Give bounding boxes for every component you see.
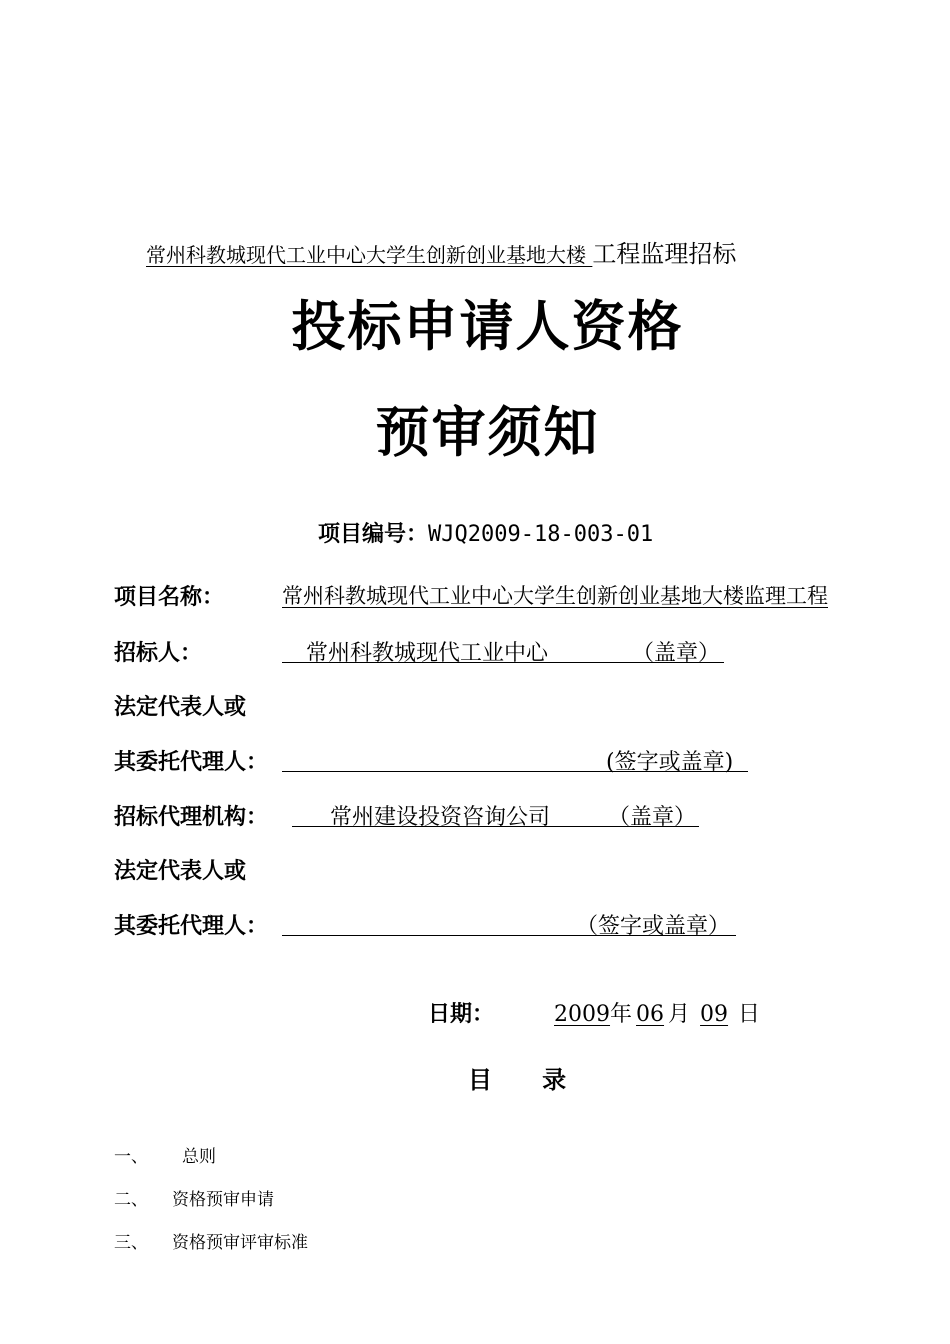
date-year: 2009	[554, 1002, 611, 1027]
date-label: 日期：	[428, 1001, 495, 1027]
date-year-unit: 年	[610, 1002, 633, 1027]
agency-seal: （盖章）	[608, 805, 697, 830]
toc-item-text: 资格预审评审标准	[172, 1233, 308, 1253]
project-number-value: WJQ2009-18-003-01	[428, 522, 654, 547]
legal-rep-1-line1: 法定代表人或	[114, 694, 247, 720]
toc-item[interactable]	[114, 1185, 274, 1210]
project-number-label: 项目编号：	[318, 521, 429, 547]
toc-item-text: 总则	[182, 1147, 216, 1167]
tenderer-label: 招标人：	[114, 640, 203, 666]
tenderer-value: 常州科教城现代工业中心	[306, 641, 549, 666]
main-title-line2: 预审须知	[375, 400, 600, 464]
toc-item-number: 二、	[114, 1190, 148, 1210]
project-name-label: 项目名称：	[114, 584, 225, 610]
date-line	[428, 997, 760, 1028]
main-title-line1: 投标申请人资格	[291, 294, 684, 358]
header-suffix: 工程监理招标	[592, 240, 737, 268]
toc-item-text: 资格预审申请	[172, 1190, 274, 1210]
date-month-unit: 月	[668, 1002, 691, 1027]
date-day-unit: 日	[738, 1002, 761, 1027]
date-month: 06	[636, 1002, 665, 1027]
project-name-value: 常州科教城现代工业中心大学生创新创业基地大楼监理工程	[282, 584, 828, 608]
toc-item-number: 一、	[114, 1147, 148, 1167]
doc-header	[146, 234, 736, 269]
date-day: 09	[700, 1002, 729, 1027]
toc-item-number: 三、	[114, 1233, 148, 1253]
legal-rep-1-line2: 其委托代理人：	[114, 749, 269, 775]
agency-value: 常州建设投资咨询公司	[330, 805, 551, 830]
tenderer-seal: （盖章）	[632, 641, 721, 666]
toc-item[interactable]	[114, 1228, 308, 1253]
agency-label: 招标代理机构：	[114, 804, 269, 830]
toc-heading: 目 录	[468, 1065, 567, 1094]
legal-rep-2-line1: 法定代表人或	[114, 858, 247, 884]
sign-1: (签字或盖章)	[606, 750, 734, 775]
sign-2: （签字或盖章）	[576, 914, 731, 939]
project-number	[318, 517, 653, 548]
legal-rep-2-line2: 其委托代理人：	[114, 913, 269, 939]
toc-item[interactable]	[114, 1142, 216, 1167]
header-project-name: 常州科教城现代工业中心大学生创新创业基地大楼	[146, 243, 593, 267]
